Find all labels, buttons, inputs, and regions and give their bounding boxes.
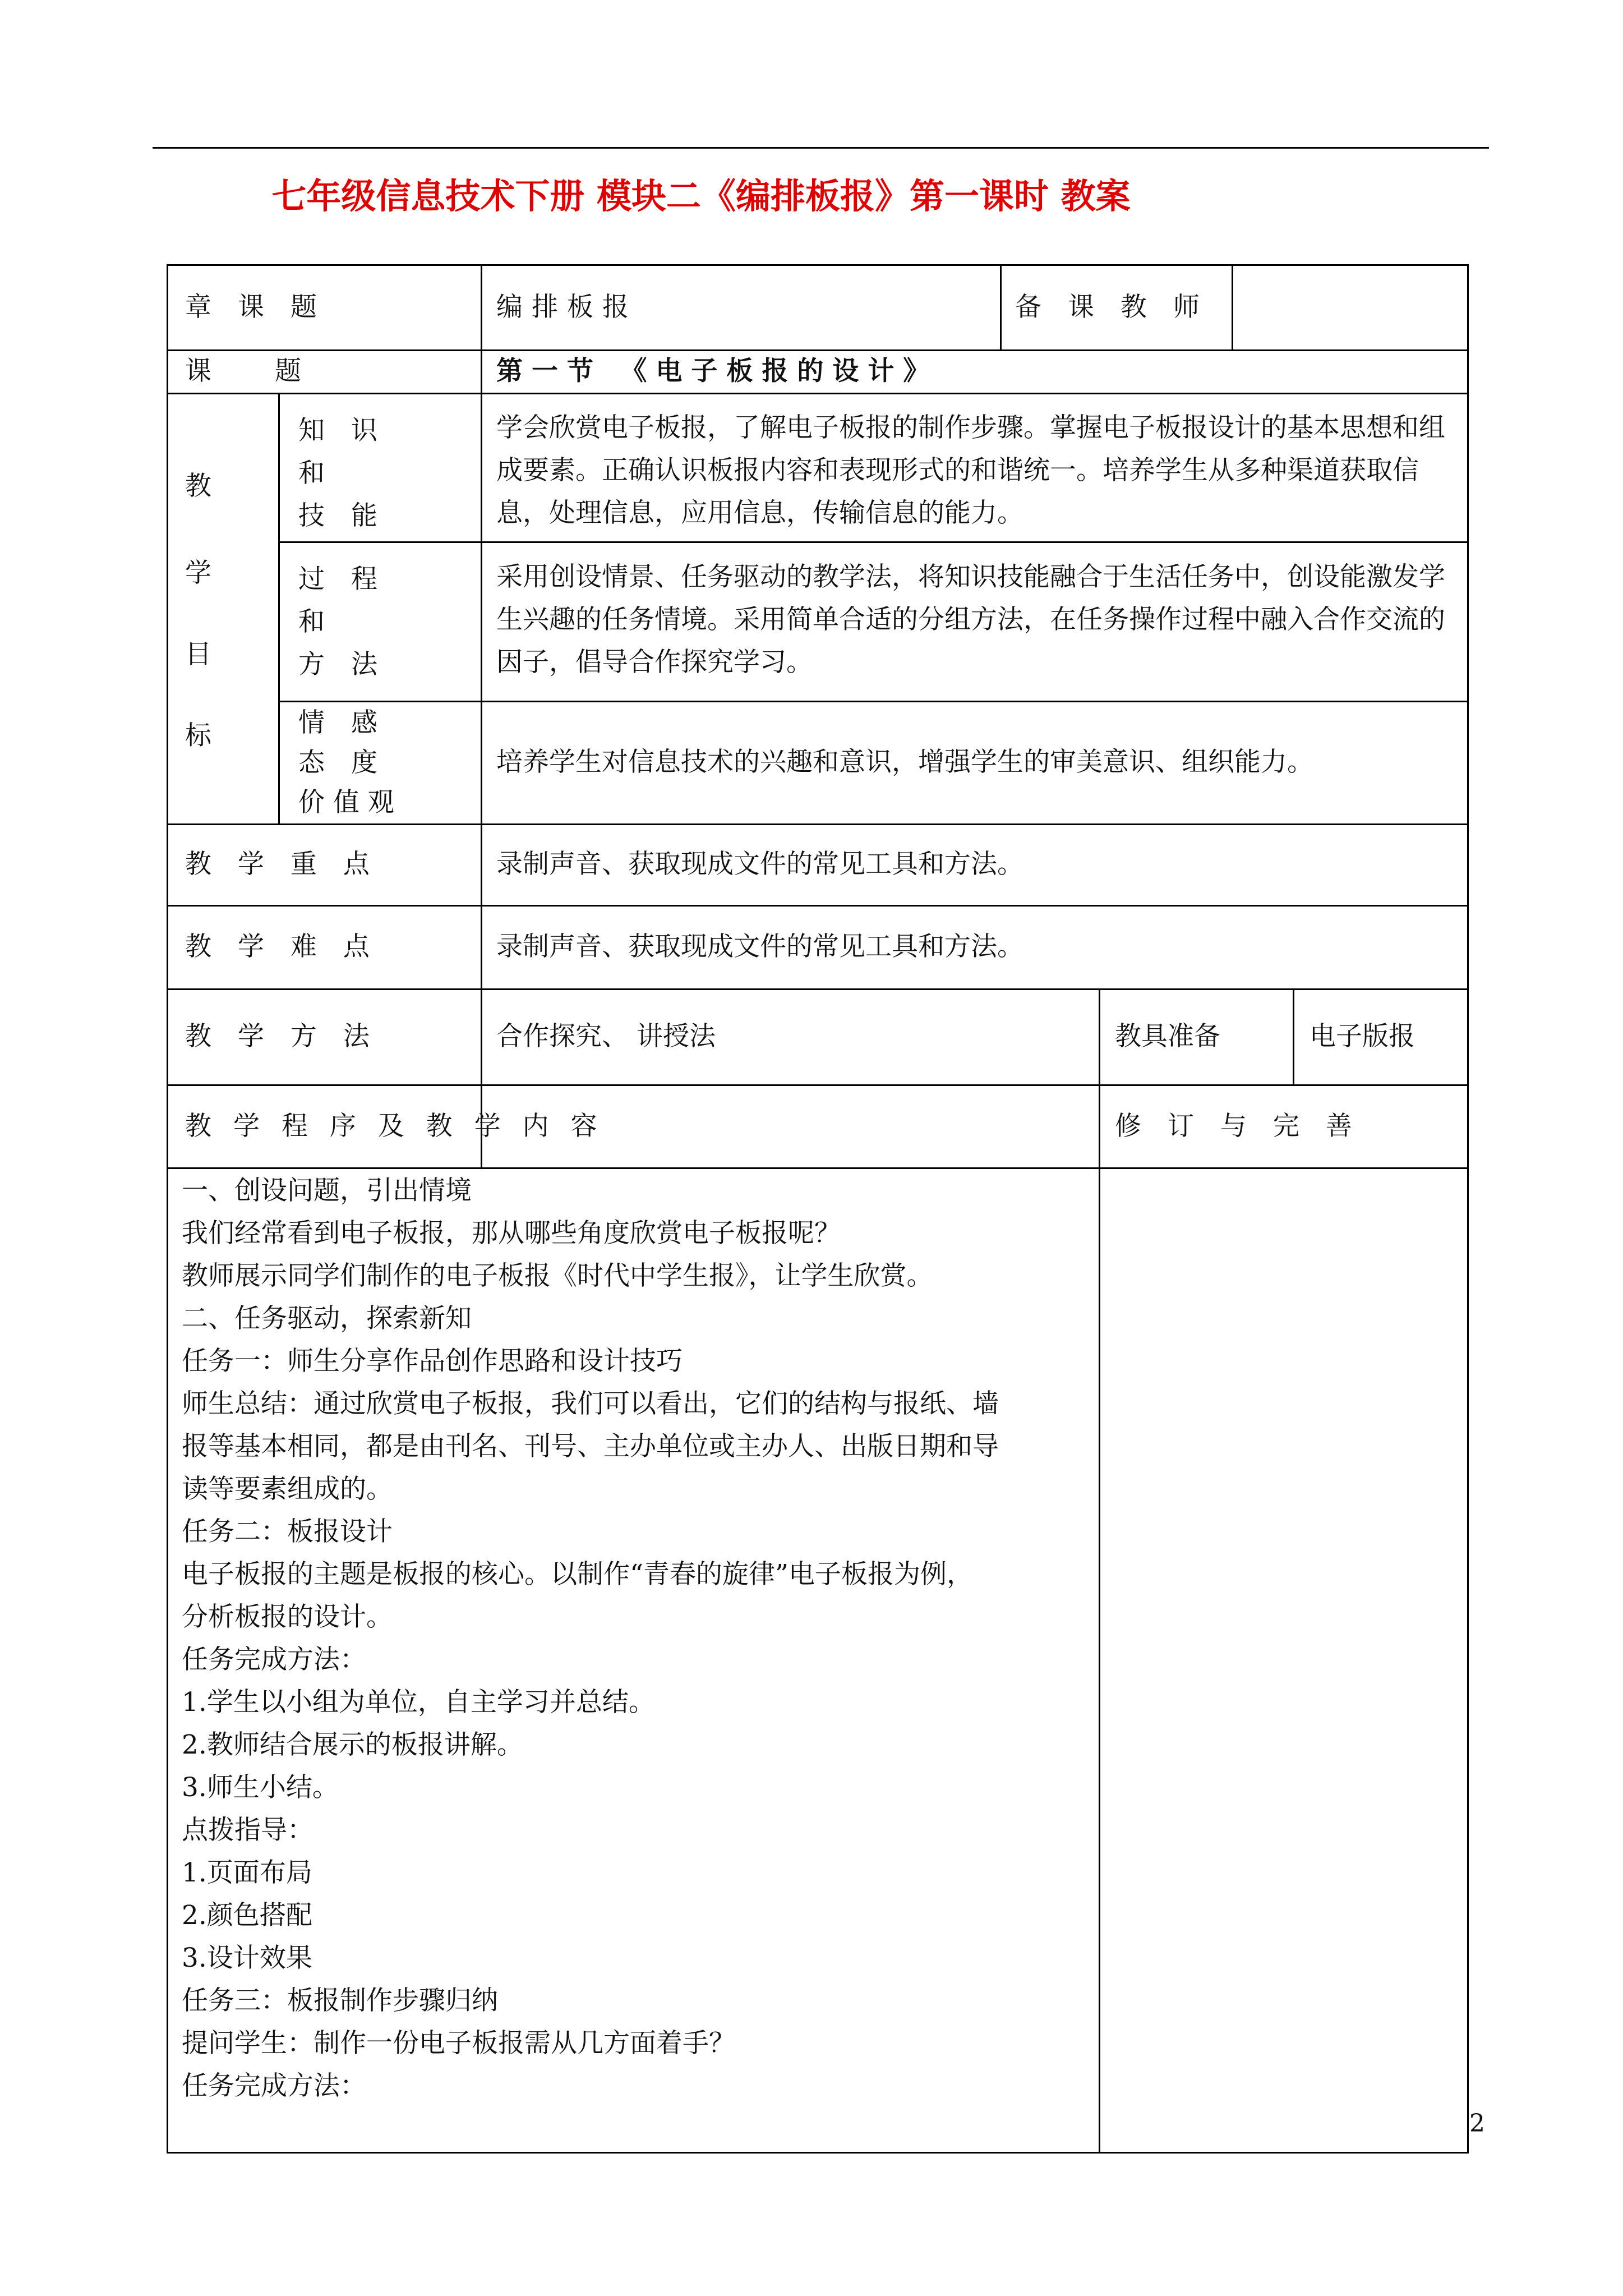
objectives-label-char: 学 [185, 558, 211, 588]
procedure-line: 任务完成方法： [182, 1644, 366, 1675]
objective-knowledge-content: 学会欣赏电子板报，了解电子板报的制作步骤。掌握电子板报设计的基本思想和组成要素。正确认识板报内容和表现形式的和谐统一。培养学生从多种渠道获取信息，处理信息，应用信息，传输信息的能力。 [496, 412, 1445, 528]
difficulties-value: 录制声音、获取现成文件的常见工具和方法。 [496, 931, 1023, 962]
revision-label: 修 订 与 完 善 [1115, 1111, 1361, 1142]
procedure-line: 2.教师结合展示的板报讲解。 [182, 1729, 523, 1760]
key-points-value: 录制声音、获取现成文件的常见工具和方法。 [496, 849, 1023, 880]
procedure-line: 任务完成方法： [182, 2070, 366, 2101]
objectives-label-char: 标 [185, 720, 211, 751]
procedure-line: 任务三：板报制作步骤归纳 [182, 1985, 498, 2016]
objectives-label-char: 目 [185, 639, 211, 670]
method-label: 教 学 方 法 [185, 1021, 379, 1052]
procedure-line: 1.页面布局 [182, 1857, 312, 1888]
chapter-value: 编排板报 [496, 292, 638, 323]
procedure-line: 3.师生小结。 [182, 1772, 339, 1803]
tools-label: 教具准备 [1115, 1021, 1220, 1052]
procedure-line: 提问学生：制作一份电子板报需从几方面着手？ [182, 2028, 735, 2059]
tools-value: 电子版报 [1310, 1021, 1415, 1052]
procedure-label: 教 学 程 序 及 教 学 内 容 [185, 1111, 604, 1142]
procedure-line: 1.学生以小组为单位，自主学习并总结。 [182, 1687, 655, 1718]
lesson-value: 第一节 《电子板报的设计》 [496, 356, 939, 386]
objective-knowledge-label: 知 识 [298, 415, 377, 446]
objectives-label-char: 教 [185, 471, 211, 501]
objective-attitude-label: 情 感 [298, 707, 377, 738]
teacher-label: 备 课 教 师 [1015, 292, 1209, 323]
method-value: 合作探究、 讲授法 [496, 1021, 716, 1052]
procedure-line: 分析板报的设计。 [182, 1602, 393, 1632]
objective-knowledge-label: 技 能 [298, 500, 377, 531]
objective-attitude-content: 培养学生对信息技术的兴趣和意识，增强学生的审美意识、组织能力。 [496, 747, 1313, 777]
lesson-plan-table [167, 264, 1469, 2154]
procedure-line: 2.颜色搭配 [182, 1900, 312, 1931]
objective-process-label: 过 程 [298, 564, 377, 595]
header-rule [153, 147, 1489, 149]
objective-attitude-label: 态 度 [298, 747, 377, 778]
document-title: 七年级信息技术下册 模块二《编排板报》第一课时 教案 [271, 176, 1131, 217]
objective-process-label: 和 [298, 606, 325, 637]
procedure-line: 我们经常看到电子板报，那从哪些角度欣赏电子板报呢？ [182, 1218, 841, 1249]
objective-knowledge-label: 和 [298, 458, 325, 489]
lesson-label-1: 课 [185, 356, 211, 386]
procedure-line: 任务一：师生分享作品创作思路和设计技巧 [182, 1346, 683, 1377]
chapter-label: 章 课 题 [185, 292, 326, 323]
difficulties-label: 教 学 难 点 [185, 931, 379, 962]
key-points-label: 教 学 重 点 [185, 849, 379, 880]
procedure-line: 任务二：板报设计 [182, 1516, 393, 1547]
procedure-line: 读等要素组成的。 [182, 1474, 393, 1504]
lesson-label-2: 题 [275, 356, 301, 386]
procedure-content [182, 1170, 1090, 2108]
procedure-line: 一、创设问题，引出情境 [182, 1175, 472, 1206]
procedure-line: 电子板报的主题是板报的核心。以制作“青春的旋律”电子板报为例， [182, 1559, 974, 1590]
objective-process-content: 采用创设情景、任务驱动的教学法，将知识技能融合于生活任务中，创设能激发学生兴趣的任务情境。采用简单合适的分组方法，在任务操作过程中融入合作交流的因子，倡导合作探究学习。 [496, 562, 1445, 678]
procedure-line: 点拨指导： [182, 1815, 313, 1846]
procedure-line: 报等基本相同，都是由刊名、刊号、主办单位或主办人、出版日期和导 [182, 1431, 999, 1462]
objective-process-label: 方 法 [298, 649, 377, 680]
procedure-line: 二、任务驱动，探索新知 [182, 1303, 472, 1334]
procedure-line: 师生总结：通过欣赏电子板报，我们可以看出，它们的结构与报纸、墙 [182, 1388, 999, 1419]
objective-attitude-label: 价 值 观 [298, 787, 394, 818]
page-number: 2 [1469, 2109, 1485, 2138]
procedure-line: 3.设计效果 [182, 1943, 312, 1973]
procedure-line: 教师展示同学们制作的电子板报《时代中学生报》，让学生欣赏。 [182, 1260, 933, 1291]
